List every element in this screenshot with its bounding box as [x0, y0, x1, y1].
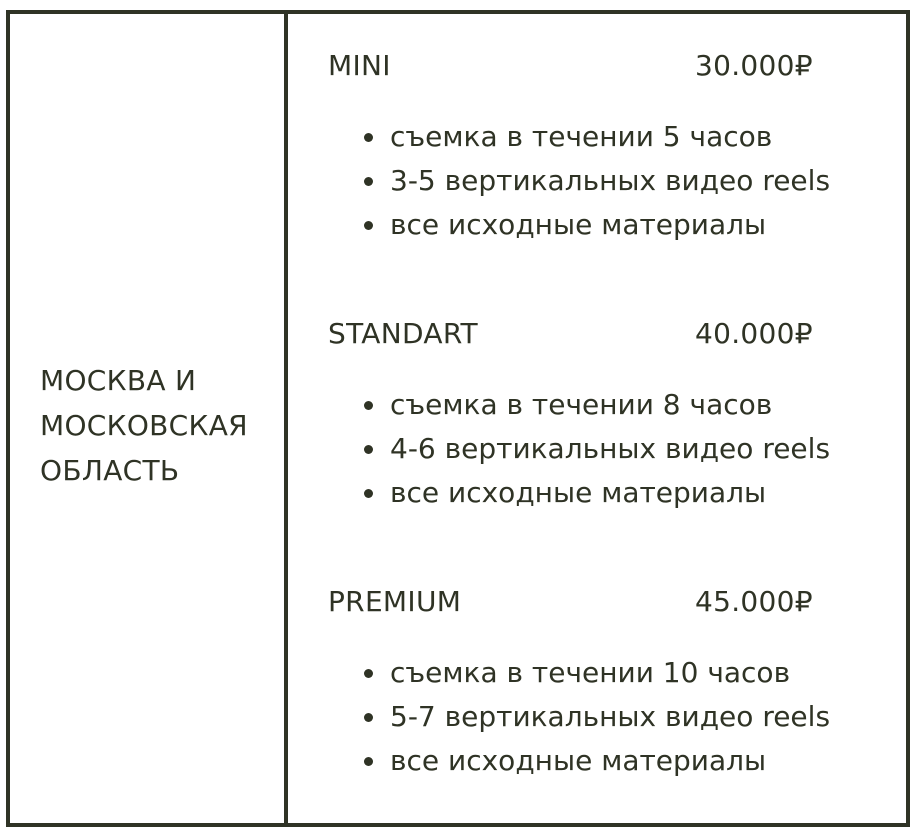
feature-list — [358, 651, 830, 783]
bullet-icon — [364, 221, 373, 230]
feature-text: съемка в течении 8 часов — [390, 388, 773, 421]
column-divider — [284, 14, 288, 823]
feature-text: все исходные материалы — [390, 208, 767, 241]
bullet-icon — [364, 133, 373, 142]
tariff-standart — [328, 314, 888, 509]
tariff-name: STANDART — [328, 317, 478, 350]
feature-list — [358, 115, 830, 247]
feature-text: все исходные материалы — [390, 744, 767, 777]
feature-text: все исходные материалы — [390, 476, 767, 509]
tariff-header — [328, 314, 888, 354]
bullet-icon — [364, 489, 373, 498]
feature-item — [358, 739, 830, 783]
bullet-icon — [364, 713, 373, 722]
feature-item — [358, 427, 830, 471]
tariff-price: 40.000₽ — [695, 317, 813, 350]
tariff-price: 30.000₽ — [695, 49, 813, 82]
tariff-price: 45.000₽ — [695, 585, 813, 618]
tariff-header — [328, 46, 888, 86]
region-line: МОСКОВСКАЯ — [40, 409, 248, 442]
tariff-premium — [328, 582, 888, 777]
feature-text: съемка в течении 10 часов — [390, 656, 791, 689]
tariff-header — [328, 582, 888, 622]
tariff-name: MINI — [328, 49, 391, 82]
feature-item — [358, 651, 830, 695]
feature-item — [358, 471, 830, 515]
feature-text: съемка в течении 5 часов — [390, 120, 773, 153]
feature-item — [358, 383, 830, 427]
bullet-icon — [364, 669, 373, 678]
region-line: МОСКВА И — [40, 364, 197, 397]
bullet-icon — [364, 757, 373, 766]
feature-text: 3-5 вертикальных видео reels — [390, 164, 831, 197]
bullet-icon — [364, 177, 373, 186]
feature-text: 5-7 вертикальных видео reels — [390, 700, 831, 733]
price-table — [6, 10, 910, 827]
tariff-name: PREMIUM — [328, 585, 462, 618]
region-line: ОБЛАСТЬ — [40, 454, 180, 487]
region-label — [40, 358, 280, 493]
feature-item — [358, 695, 830, 739]
tariff-mini — [328, 46, 888, 241]
feature-item — [358, 159, 830, 203]
feature-list — [358, 383, 830, 515]
feature-text: 4-6 вертикальных видео reels — [390, 432, 831, 465]
feature-item — [358, 203, 830, 247]
bullet-icon — [364, 401, 373, 410]
bullet-icon — [364, 445, 373, 454]
feature-item — [358, 115, 830, 159]
